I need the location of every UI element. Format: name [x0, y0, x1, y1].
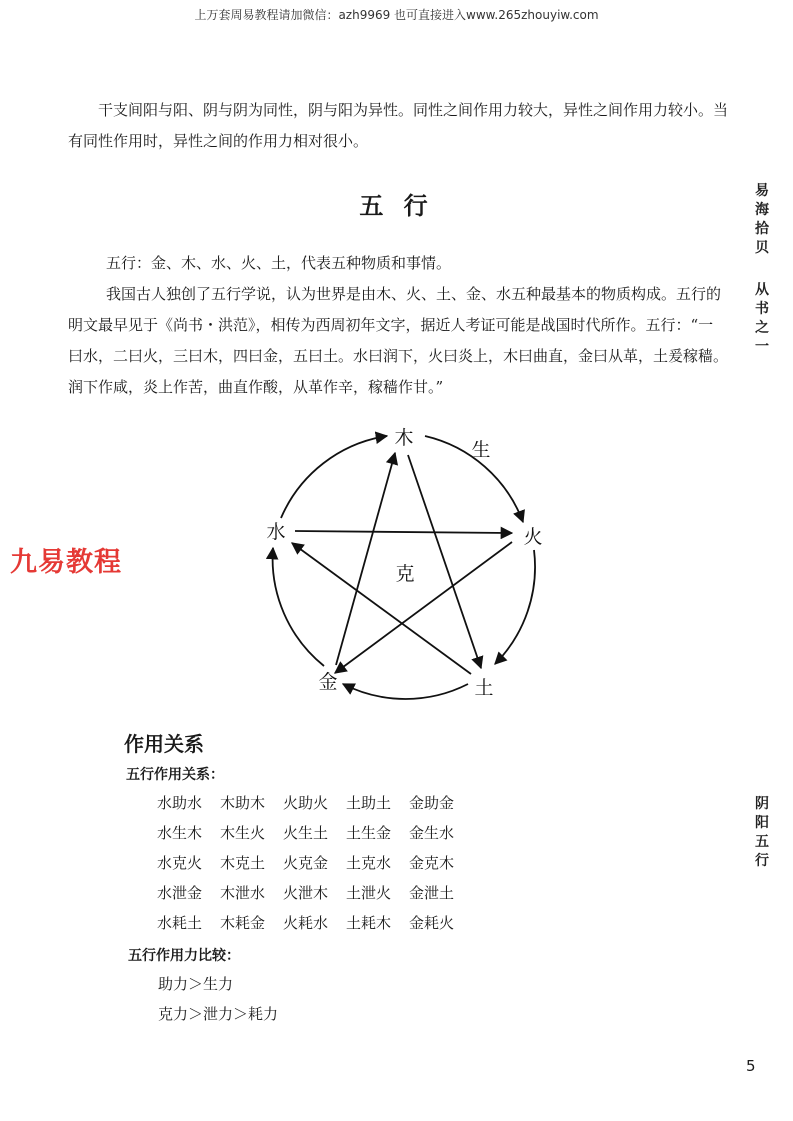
generate-arc-earth-metal	[343, 684, 468, 699]
relation-cell: 土生金	[346, 824, 392, 842]
relation-cell: 木泄水	[220, 884, 266, 902]
relations-row-control	[157, 848, 472, 878]
side-label-volume: 从 书 之 一	[755, 282, 769, 355]
relation-cell: 木助木	[220, 794, 266, 812]
relation-cell: 水克火	[157, 854, 203, 872]
relation-cell: 土助土	[346, 794, 392, 812]
relation-cell: 火助火	[283, 794, 329, 812]
relations-title: 作用关系	[124, 732, 204, 756]
node-metal: 金	[318, 671, 338, 693]
relation-cell: 金克木	[409, 854, 455, 872]
relation-cell: 金泄土	[409, 884, 455, 902]
side-label-chapter: 阴 阳 五 行	[755, 796, 769, 869]
relation-cell: 土克水	[346, 854, 392, 872]
wuxing-paragraph-2: 我国古人独创了五行学说，认为世界是由木、火、土、金、水五种最基本的物质构成。五行的明文最早见于《尚书・洪范》，相传为西周初年文字，据近人考证可能是战国时代所作。五行：“一曰水，二曰火，三曰木，四曰金，五曰土。水曰润下，火曰炎上，木曰曲直，金曰从革，土爰稼穑。润下作咸，炎上作苦，曲直作酸，从革作辛，稼穑作甘。”	[68, 285, 729, 396]
node-water: 水	[266, 521, 286, 543]
control-fire-metal	[335, 542, 512, 673]
node-wood: 木	[394, 427, 414, 449]
relation-cell: 木耗金	[220, 914, 266, 932]
wuxing-paragraph-1: 五行：金、木、水、火、土，代表五种物质和事情。	[106, 254, 452, 272]
compare-line-1: 助力＞生力	[158, 975, 234, 993]
generate-arc-metal-water	[273, 548, 324, 666]
relation-cell: 水耗土	[157, 914, 203, 932]
node-fire: 火	[523, 526, 543, 548]
node-earth: 土	[474, 677, 494, 699]
page-number: 5	[746, 1057, 756, 1075]
relation-cell: 金耗火	[409, 914, 455, 932]
relation-cell: 火克金	[283, 854, 329, 872]
relation-cell: 水泄金	[157, 884, 203, 902]
relations-table	[157, 788, 472, 938]
relation-cell: 土耗木	[346, 914, 392, 932]
watermark: 九易教程	[10, 547, 122, 578]
generate-arc-fire-earth	[495, 550, 535, 664]
relation-cell: 土泄火	[346, 884, 392, 902]
control-label: 克	[395, 563, 415, 585]
control-water-fire	[295, 531, 512, 533]
generate-label: 生	[471, 439, 491, 461]
compare-line-2: 克力＞泄力＞耗力	[158, 1005, 279, 1023]
control-metal-wood	[336, 453, 395, 665]
relations-row-consume	[157, 908, 472, 938]
relation-cell: 金生水	[409, 824, 455, 842]
relation-cell: 火耗水	[283, 914, 329, 932]
page-header: 上万套周易教程请加微信：azh9969 也可直接进入www.265zhouyiw.com	[194, 8, 599, 22]
intro-paragraph: 干支间阳与阳、阴与阴为同性，阴与阳为异性。同性之间作用力较大，异性之间作用力较小。当有同性作用时，异性之间的作用力相对很小。	[68, 101, 729, 150]
relation-cell: 水助水	[157, 794, 203, 812]
wuxing-text	[68, 248, 728, 403]
relations-row-help	[157, 788, 472, 818]
relation-cell: 水生木	[157, 824, 203, 842]
relation-cell: 火生土	[283, 824, 329, 842]
relations-row-generate	[157, 818, 472, 848]
relation-cell: 木克土	[220, 854, 266, 872]
relation-cell: 金助金	[409, 794, 455, 812]
side-label-series: 易 海 拾 贝	[755, 183, 769, 256]
wuxing-cycle-diagram	[250, 410, 560, 710]
relation-cell: 火泄木	[283, 884, 329, 902]
relations-row-drain	[157, 878, 472, 908]
relations-subtitle: 五行作用关系：	[126, 767, 224, 783]
compare-title: 五行作用力比较：	[128, 948, 240, 964]
relation-cell: 木生火	[220, 824, 266, 842]
section-title: 五 行	[359, 191, 434, 220]
generate-arc-water-wood	[281, 436, 387, 518]
